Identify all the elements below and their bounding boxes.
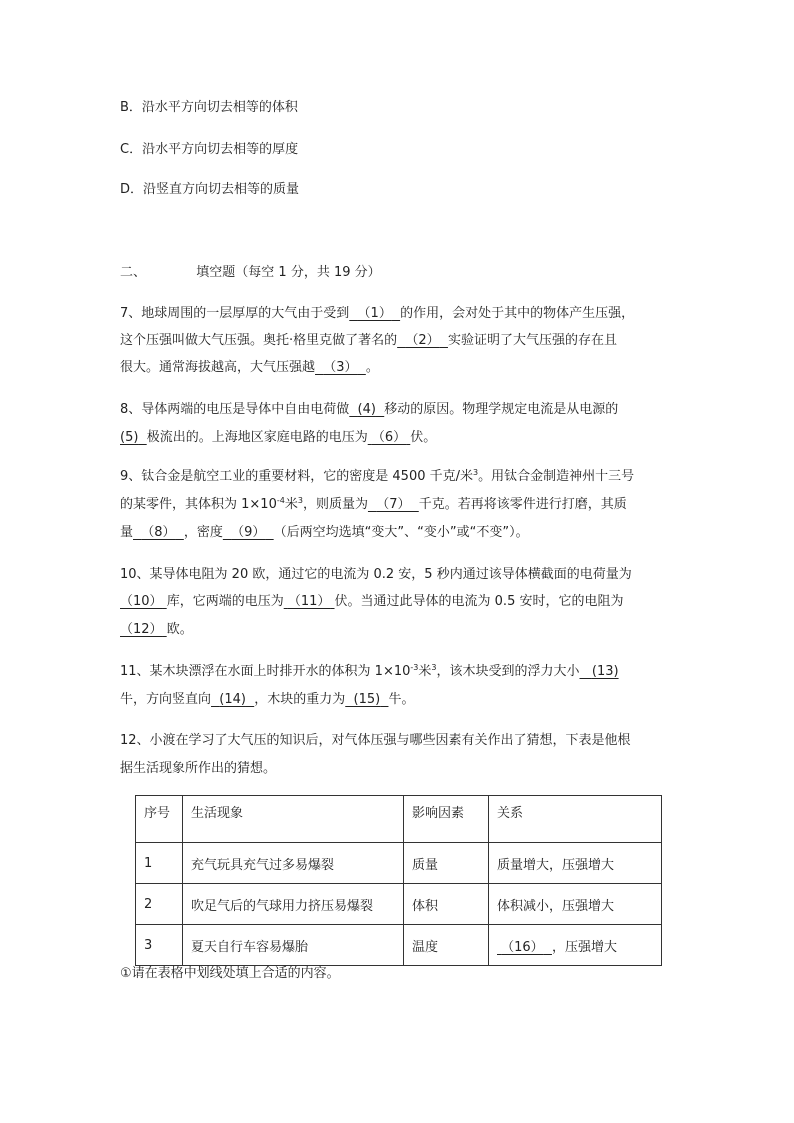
q8-line1: 8、导体两端的电压是导体中自由电荷做 (4) 移动的原因。物理学规定电流是从电源的: [120, 402, 619, 417]
q10-line2: （10） 库，它两端的电压为 （11） 伏。当通过此导体的电流为 0.5 安时，它的电阻为: [120, 594, 624, 609]
section-title: 填空题（每空 1 分，共 19 分）: [196, 265, 381, 280]
q11-line2: 牛，方向竖直向 (14) ，木块的重力为 (15) 牛。: [120, 692, 415, 707]
col-header-relation: 关系: [489, 796, 662, 843]
blank-8: （8）: [141, 525, 176, 540]
col-header-phenomenon: 生活现象: [183, 796, 404, 843]
blank-2: （2）: [405, 333, 440, 348]
q10-line1: 10、某导体电阻为 20 欧，通过它的电流为 0.2 安，5 秒内通过该导体横截面的电荷量为: [120, 567, 632, 582]
cell-index: 2: [136, 884, 183, 925]
cell-phenomenon: 夏天自行车容易爆胎: [183, 925, 404, 966]
q9-line2: 的某零件，其体积为 $1\times 10^{-4}$米$^3$，则质量为 （7） 千克。若再将该零件进行打磨，其质: [120, 496, 627, 512]
cell-relation: （16） ，压强增大: [489, 925, 662, 966]
cell-phenomenon: 吹足气后的气球用力挤压易爆裂: [183, 884, 404, 925]
cell-index: 1: [136, 843, 183, 884]
blank-13: (13): [591, 664, 619, 679]
q12-line1: 12、小渡在学习了大气压的知识后，对气体压强与哪些因素有关作出了猜想，下表是他根: [120, 733, 631, 748]
cell-index: 3: [136, 925, 183, 966]
blank-16: （16）: [501, 939, 544, 955]
table-header-row: [136, 796, 662, 843]
section-heading: [120, 265, 381, 281]
cell-relation: 质量增大，压强增大: [489, 843, 662, 884]
guess-table: [135, 795, 662, 966]
blank-4: (4): [357, 402, 376, 417]
blank-3: （3）: [323, 360, 358, 375]
q7-line3: 很大。通常海拔越高，大气压强越 （3） 。: [120, 360, 379, 375]
cell-relation: 体积减小，压强增大: [489, 884, 662, 925]
blank-12: （12）: [120, 622, 163, 637]
q9-line1: 9、钛合金是航空工业的重要材料，它的密度是 4500 千克/米$^3$。用钛合金制造神州十三号: [120, 468, 635, 484]
cell-phenomenon: 充气玩具充气过多易爆裂: [183, 843, 404, 884]
option-c: C．沿水平方向切去相等的厚度: [120, 142, 299, 157]
q11-line1: 11、某木块漂浮在水面上时排开水的体积为 $1\times 10^{-3}$米$^3$，该木块受到的浮力大小 (13): [120, 663, 619, 679]
table-row: [136, 925, 662, 966]
q9-line3: 量 （8） ，密度 （9） （后两空均选填“变大”、“变小”或“不变”）。: [120, 525, 529, 540]
q8-line2: (5) 极流出的。上海地区家庭电路的电压为 （6） 伏。: [120, 430, 437, 445]
section-number: 二、: [120, 265, 147, 280]
q10-line3: （12） 欧。: [120, 622, 193, 637]
blank-11: （11）: [287, 594, 331, 609]
blank-7: （7）: [376, 497, 411, 512]
blank-14: (14): [219, 692, 246, 707]
blank-9: （9）: [231, 525, 266, 540]
cell-factor: 体积: [404, 884, 489, 925]
cell-factor: 温度: [404, 925, 489, 966]
q7-line1: 7、地球周围的一层厚厚的大气由于受到 （1） 的作用，会对处于其中的物体产生压强，: [120, 306, 635, 321]
col-header-index: 序号: [136, 796, 183, 843]
col-header-factor: 影响因素: [404, 796, 489, 843]
blank-5: (5): [120, 430, 139, 445]
option-b: B．沿水平方向切去相等的体积: [120, 100, 298, 115]
table-row: [136, 884, 662, 925]
q7-line2: 这个压强叫做大气压强。奥托·格里克做了著名的 （2） 实验证明了大气压强的存在且: [120, 333, 617, 348]
option-d: D．沿竖直方向切去相等的质量: [120, 182, 300, 197]
cell-factor: 质量: [404, 843, 489, 884]
blank-1: （1）: [357, 306, 392, 321]
blank-15: (15): [353, 692, 381, 707]
q12-line2: 据生活现象所作出的猜想。: [120, 761, 277, 776]
blank-6: （6）: [371, 430, 407, 445]
table-row: [136, 843, 662, 884]
table-note: ①请在表格中划线处填上合适的内容。: [120, 966, 340, 981]
blank-10: （10）: [120, 594, 163, 609]
